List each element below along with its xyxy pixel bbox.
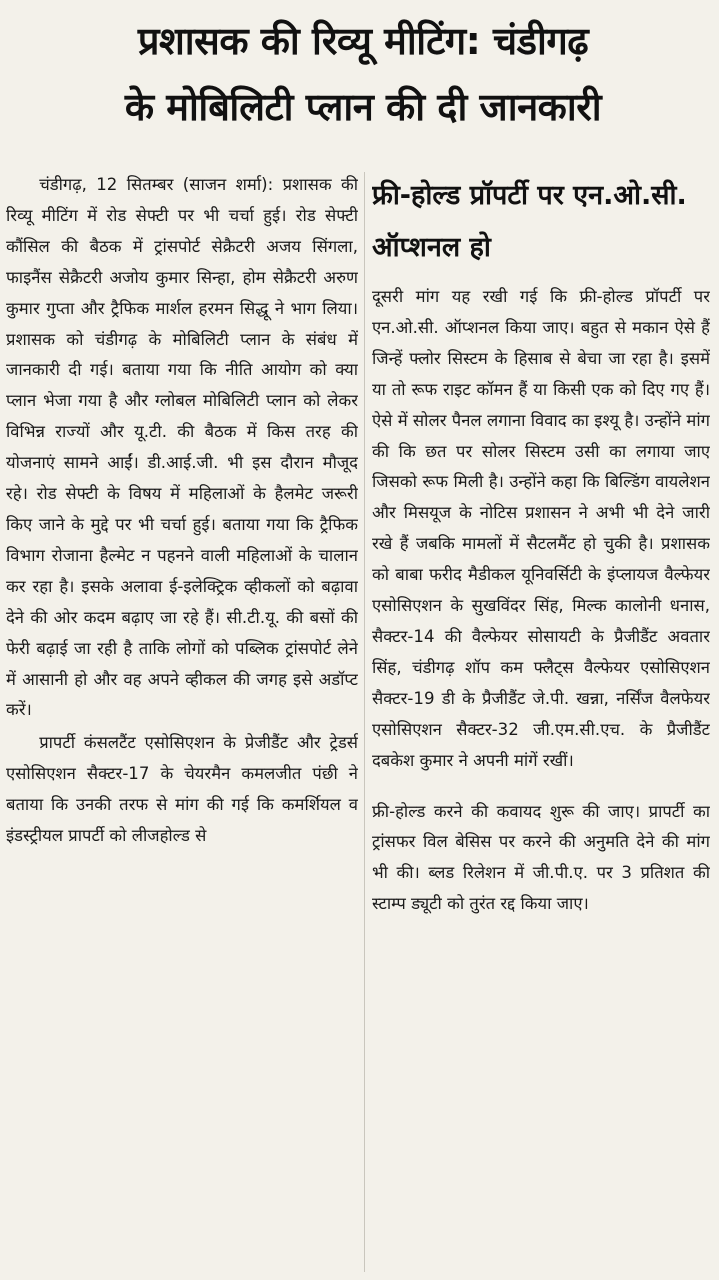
right-column [372,170,710,1276]
right-paragraph-2: फ्री-होल्ड करने की कवायद शुरू की जाए। प्रापर्टी का ट्रांसफर विल बेसिस पर करने की अनुमति देने की मांग भी की। ब्लड रिलेशन में जी.पी.ए. पर 3 प्रतिशत की स्टाम्प ड्यूटी को तुरंत रद्द किया जाए। [372,801,710,914]
column-divider [364,172,365,1272]
left-column [6,170,358,1276]
left-paragraph-1: चंडीगढ़, 12 सितम्बर (साजन शर्मा): प्रशासक की रिव्यू मीटिंग में रोड सेफ्टी पर भी चर्चा हुई। रोड सेफ्टी कौंसिल की बैठक में ट्रांसपोर्ट सेक्रैटरी अजय सिंगला, फाइनैंस सेक्रैटरी अजोय कुमार सिन्हा, होम सेक्रैटरी अरुण कुमार गुप्ता और ट्रैफिक मार्शल हरमन सिद्धू ने भाग लिया। प्रशासक को चंडीगढ़ के मोबिलिटी प्लान के संबंध में जानकारी दी गई। बताया गया कि नीति आयोग को क्या प्लान भेजा गया है और ग्लोबल मोबिलिटी प्लान को लेकर विभिन्न राज्यों और यू.टी. की बैठक में किस तरह की योजनाएं सामने आईं। डी.आई.जी. भी इस दौरान मौजूद रहे। रोड सेफ्टी के विषय में महिलाओं के हैलमेट जरूरी किए जाने के मुद्दे पर भी चर्चा हुई। बताया गया कि ट्रैफिक विभाग रोजाना हैल्मेट न पहनने वाली महिलाओं के चालान कर रहा है। इसके अलावा ई-इलेक्ट्रिक व्हीकलों को बढ़ावा देने की ओर कदम बढ़ाए जा रहे हैं। सी.टी.यू. की बसों की फेरी बढ़ाई जा रही है ताकि लोगों को पब्लिक ट्रांसपोर्ट लेने में आसानी हो और वह अपने व्हीकल की जगह इसे अडॉप्ट करें। [6,175,358,720]
headline [18,8,708,140]
left-paragraph-2: प्रापर्टी कंसलटैंट एसोसिएशन के प्रेजीडैंट और ट्रेडर्स एसोसिएशन सैक्टर-17 के चेयरमैन कमलजीत पंछी ने बताया कि उनकी तरफ से मांग की गई कि कमर्शियल व इंडस्ट्रीयल प्रापर्टी को लीजहोल्ड से [6,733,358,846]
right-paragraph-1: दूसरी मांग यह रखी गई कि फ्री-होल्ड प्रॉपर्टी पर एन.ओ.सी. ऑप्शनल किया जाए। बहुत से मकान ऐसे हैं जिन्हें फ्लोर सिस्टम के हिसाब से बेचा जा रहा है। इसमें या तो रूफ राइट कॉमन हैं या किसी एक को दिए गए हैं। ऐसे में सोलर पैनल लगाना विवाद का इश्यू है। उन्होंने मांग की कि छत पर सोलर सिस्टम उसी का लगाया जाए जिसको रूफ मिली है। उन्होंने कहा कि बिल्डिंग वायलेशन और मिसयूज के नोटिस प्रशासन ने अभी भी देने जारी रखे हैं जबकि मामलों में सैटलमैंट हो चुकी है। प्रशासक को बाबा फरीद मैडीकल यूनिवर्सिटी के इंप्लायज वैल्फेयर एसोसिएशन के सुखविंदर सिंह, मिल्क कालोनी धनास, सैक्टर-14 की वैल्फेयर सोसायटी के प्रैजीडैंट अवतार सिंह, चंडीगढ़ शॉप कम फ्लैट्स वैल्फेयर एसोसिएशन सैक्टर-19 डी के प्रैजीडैंट जे.पी. खन्ना, नर्सिंज वैलफेयर एसोसिएशन सैक्टर-32 जी.एम.सी.एच. के प्रैजीडैंट दबकेश कुमार ने अपनी मांगें रखीं। [372,287,710,770]
subheading: फ्री-होल्ड प्रॉपर्टी पर एन.ओ.सी. ऑप्शनल हो [372,180,687,263]
headline-line-1: प्रशासक की रिव्यू मीटिंग: चंडीगढ़ [137,19,589,63]
headline-line-2: के मोबिलिटी प्लान की दी जानकारी [124,85,602,129]
